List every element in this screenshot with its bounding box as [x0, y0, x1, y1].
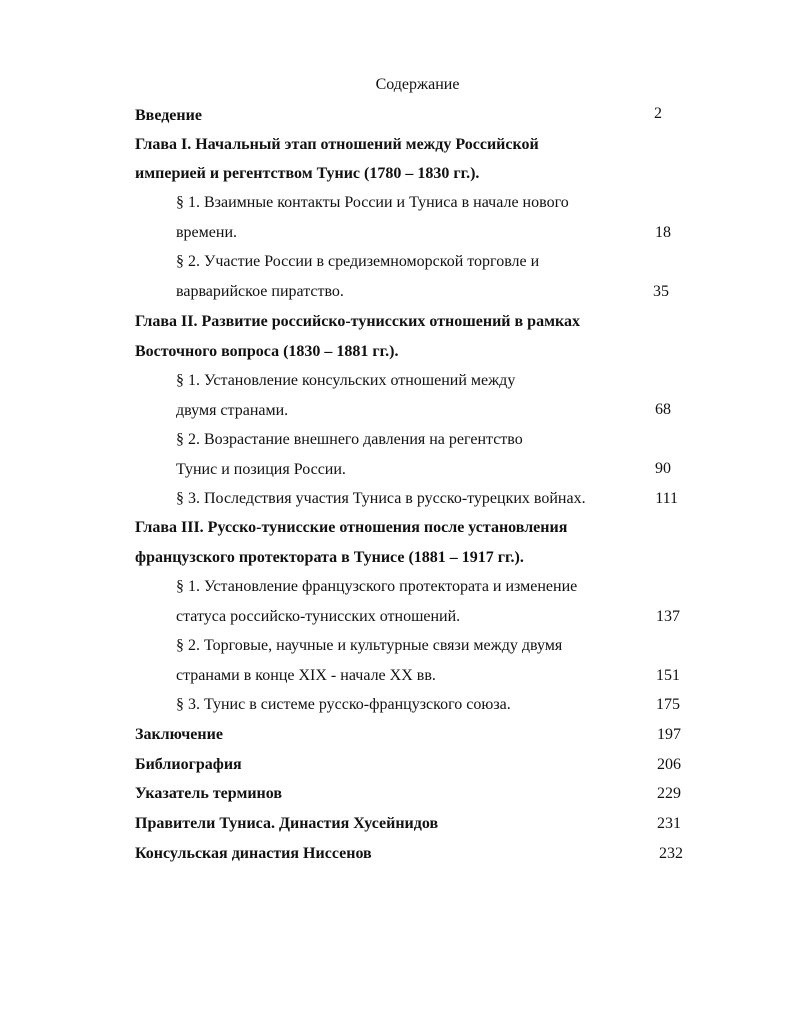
toc-page-consuls: 232 [659, 845, 683, 862]
toc-section-2-1-line1: § 1. Установление консульских отношений между [176, 372, 516, 389]
toc-page-rulers: 231 [657, 815, 681, 832]
toc-section-1-1-line2: времени. [176, 224, 238, 241]
toc-chapter-2-line1: Глава II. Развитие российско-тунисских отношений в рамках [135, 313, 580, 330]
toc-entry-conclusion: Заключение [135, 726, 223, 743]
toc-section-1-2-line2: варварийское пиратство. [176, 283, 344, 300]
toc-section-3-3-line1: § 3. Тунис в системе русско-французского союза. [176, 696, 511, 713]
toc-chapter-3-line2: французского протектората в Тунисе (1881 – 1917 гг.). [135, 549, 524, 566]
toc-page-1-2: 35 [653, 283, 669, 300]
toc-section-3-1-line1: § 1. Установление французского протектората и изменение [176, 578, 578, 595]
toc-entry-intro: Введение [135, 107, 202, 124]
toc-section-2-2-line2: Тунис и позиция России. [176, 461, 346, 478]
toc-page-1-1: 18 [655, 224, 671, 241]
toc-title: Содержание [375, 76, 460, 93]
toc-entry-terms: Указатель терминов [135, 785, 283, 802]
toc-section-2-3-line1: § 3. Последствия участия Туниса в русско-турецких войнах. [176, 490, 586, 507]
toc-page-2-3: 111 [655, 490, 678, 507]
toc-page-terms: 229 [657, 785, 681, 802]
toc-section-3-2-line2: странами в конце XIX - начале XX вв. [176, 667, 436, 684]
toc-section-1-1-line1: § 1. Взаимные контакты России и Туниса в начале нового [176, 194, 569, 211]
toc-page-3-3: 175 [656, 696, 680, 713]
toc-page-3-2: 151 [656, 667, 680, 684]
toc-page-2-1: 68 [655, 401, 671, 418]
toc-entry-consuls: Консульская династия Ниссенов [135, 845, 372, 862]
toc-section-3-1-line2: статуса российско-тунисских отношений. [176, 608, 461, 625]
toc-entry-bibliography: Библиография [135, 756, 242, 773]
toc-page-2-2: 90 [655, 460, 671, 477]
toc-section-2-1-line2: двумя странами. [176, 402, 289, 419]
toc-chapter-1-line1: Глава I. Начальный этап отношений между Российской [135, 136, 539, 153]
toc-section-2-2-line1: § 2. Возрастание внешнего давления на регентство [176, 431, 523, 448]
toc-page-conclusion: 197 [657, 726, 681, 743]
toc-section-3-2-line1: § 2. Торговые, научные и культурные связи между двумя [176, 637, 563, 654]
toc-page-bibliography: 206 [657, 756, 681, 773]
toc-chapter-2-line2: Восточного вопроса (1830 – 1881 гг.). [135, 343, 399, 360]
toc-chapter-3-line1: Глава III. Русско-тунисские отношения после установления [135, 519, 568, 536]
toc-page-intro: 2 [654, 105, 662, 122]
toc-entry-rulers: Правители Туниса. Династия Хусейнидов [135, 815, 439, 832]
toc-chapter-1-line2: империей и регентством Тунис (1780 – 1830 гг.). [135, 165, 480, 182]
toc-section-1-2-line1: § 2. Участие России в средиземноморской торговле и [176, 253, 540, 270]
toc-page-3-1: 137 [656, 608, 680, 625]
